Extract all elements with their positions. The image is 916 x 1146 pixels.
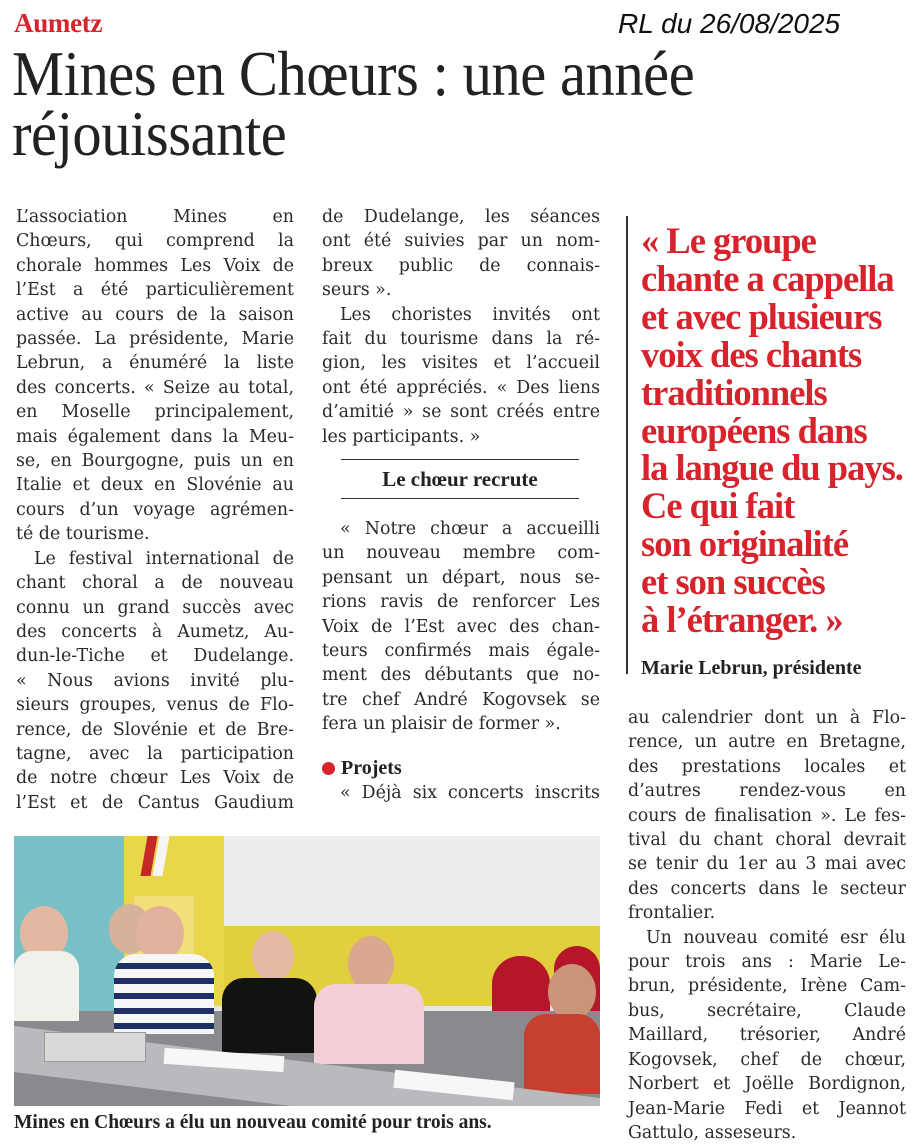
text-line: cours de finalisation ». Le fes- [628, 805, 906, 826]
text-line: rions ravis de renforcer Les [322, 592, 600, 613]
text-line: Chœurs, qui comprend la [16, 231, 294, 252]
text-line: gion, les visites et l’accueil [322, 353, 600, 374]
text-line: Kogovsek, chef de chœur, [628, 1049, 906, 1070]
text-line: ment des débutants que no- [322, 665, 600, 686]
article-column-2 [322, 205, 600, 449]
text-line: breux public de connais- [322, 255, 600, 276]
person-head [348, 936, 394, 991]
text-line: active au cours de la saison [16, 304, 294, 325]
text-line: des concerts à Aumetz, Au- [16, 621, 294, 642]
text-line: Les choristes invités ont [340, 304, 600, 325]
text-line: té de tourisme. [16, 524, 150, 545]
pull-quote-line: et avec plusieurs [641, 295, 882, 337]
committee-photo [14, 836, 600, 1106]
article-column-2-mid [322, 517, 600, 737]
whiteboard [224, 836, 600, 926]
text-line: Maillard, trésorier, André [628, 1025, 906, 1046]
text-line: « Nous avions invité plu- [16, 670, 294, 691]
text-line: rence, un autre en Bretagne, [628, 732, 906, 753]
text-line: cours d’un voyage agrémen- [16, 499, 294, 520]
text-line: sieurs groupes, venus de Flo- [16, 695, 294, 716]
text-line: tival du chant choral devrait [628, 830, 906, 851]
text-line: rence, de Slovénie et de Bre- [16, 719, 294, 740]
text-line: frontalier. [628, 903, 716, 924]
text-line: en Moselle principalement, [16, 402, 294, 423]
text-line: Un nouveau comité esr élu [646, 927, 906, 948]
text-line: un nouveau membre com- [322, 543, 600, 564]
pull-quote-line: son originalité [641, 523, 849, 565]
text-line: fera un plaisir de former ». [322, 714, 561, 735]
text-line: pour trois ans : Marie Le- [628, 952, 906, 973]
projets-section-label [322, 757, 402, 780]
pull-quote [641, 222, 911, 639]
source-date-annotation: RL du 26/08/2025 [618, 8, 841, 39]
text-line: des concerts dans le secteur [628, 878, 906, 899]
text-line: d’autres rendez-vous en [628, 781, 906, 802]
pull-quote-line: voix des chants [641, 333, 862, 375]
text-line: l’Est et de Cantus Gaudium [16, 792, 294, 813]
pull-quote-line: « Le groupe [641, 220, 816, 261]
text-line: Italie et deux en Slovénie au [16, 475, 294, 496]
text-line: des prestations locales et [628, 756, 906, 777]
person-body-striped [114, 954, 214, 1034]
text-line: ont été suivies par un nom- [322, 231, 600, 252]
person-head [136, 906, 184, 961]
pull-quote-line: Ce qui fait [641, 485, 795, 527]
quote-attribution: Marie Lebrun, présidente [641, 657, 862, 679]
photo-caption: Mines en Chœurs a élu un nouveau comité pour trois ans. [14, 1112, 492, 1133]
article-column-3 [628, 706, 906, 1145]
pull-quote-line: européens dans [641, 409, 867, 451]
text-line: pensant un départ, nous se- [322, 567, 600, 588]
text-line: mais également dans la Meu- [16, 426, 294, 447]
text-line: « Déjà six concerts inscrits [340, 783, 600, 803]
binder [44, 1032, 146, 1062]
text-line: dun-le-Tiche et Dudelange. [16, 646, 294, 667]
text-line: Le festival international de [34, 548, 294, 569]
person-head [252, 931, 294, 981]
text-line: tagne, avec la participation [16, 743, 294, 764]
text-line: chorale hommes Les Voix de [16, 255, 294, 276]
article-headline: Mines en Chœurs : une année réjouissante [12, 39, 695, 169]
text-line: tre chef André Kogovsek se [322, 689, 600, 710]
pull-quote-line: chante a cappella [641, 257, 894, 299]
text-line: d’amitié » se sont créés entre [322, 402, 600, 423]
pull-quote-line: et son succès [641, 561, 825, 603]
text-line: Lebrun, a énuméré la liste [16, 353, 294, 374]
section-rubric: Aumetz [14, 8, 103, 38]
article-column-1 [16, 205, 294, 815]
pull-quote-line: traditionnels [641, 371, 827, 413]
text-line: Norbert et Joëlle Bordignon, [628, 1074, 906, 1095]
subhead: Le chœur recrute [382, 466, 538, 491]
text-line: se tenir du 1er au 3 mai avec [628, 854, 906, 875]
text-line: « Notre chœur a accueilli [340, 519, 600, 539]
text-line: fait du tourisme dans la ré- [322, 329, 600, 350]
text-line: se, en Bourgogne, puis un en [16, 451, 294, 472]
text-line: des concerts. « Seize au total, [16, 377, 294, 398]
text-line: au calendrier dont un à Flo- [628, 708, 906, 728]
person-body [314, 984, 424, 1064]
text-line: Gattulo, asseseurs. [628, 1122, 797, 1143]
person-head [548, 964, 596, 1020]
text-line: l’Est a été particulièrement [16, 280, 294, 301]
article-column-2-bottom [322, 781, 600, 805]
person-body [222, 978, 317, 1053]
text-line: Voix de l’Est avec des chan- [322, 616, 600, 637]
text-line: les participants. » [322, 426, 481, 447]
text-line: bus, secrétaire, Claude [628, 1000, 906, 1021]
person-body [14, 951, 79, 1021]
text-line: chant choral a de nouveau [16, 573, 294, 594]
text-line: passée. La présidente, Marie [16, 329, 294, 350]
red-bullet-icon [322, 762, 335, 775]
text-line: connu un grand succès avec [16, 597, 294, 618]
pull-quote-line: à l’étranger. » [641, 599, 843, 641]
person-body [524, 1014, 600, 1094]
text-line: brun, présidente, Irène Cam- [628, 976, 906, 997]
text-line: de Dudelange, les séances [322, 207, 600, 227]
pull-quote-line: la langue du pays. [641, 447, 903, 489]
text-line: L’association Mines en [16, 207, 294, 227]
text-line: de notre chœur Les Voix de [16, 768, 294, 789]
quote-vertical-rule [626, 216, 628, 674]
text-line: teurs confirmés mais égale- [322, 641, 600, 662]
projets-label: Projets [341, 757, 402, 779]
subhead-rule-box [341, 459, 579, 499]
text-line: ont été appréciés. « Des liens [322, 377, 600, 398]
text-line: seurs ». [322, 280, 392, 301]
text-line: Jean-Marie Fedi et Jeannot [628, 1098, 906, 1119]
